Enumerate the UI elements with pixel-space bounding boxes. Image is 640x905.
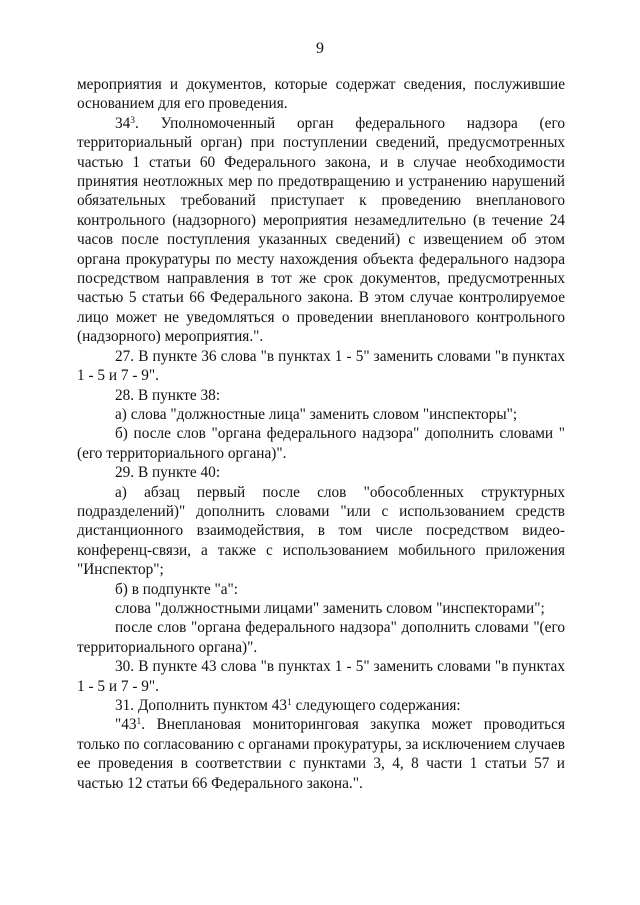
paragraph-text: "43: [115, 716, 137, 734]
paragraph-text: 31. Дополнить пунктом 43: [115, 697, 288, 714]
document-body: [77, 75, 565, 793]
paragraph-27: 27. В пункте 36 слова "в пунктах 1 - 5" заменить словами "в пунктах 1 - 5 и 7 - 9".: [77, 347, 565, 385]
paragraph-30: 30. В пункте 43 слова "в пунктах 1 - 5" заменить словами "в пунктах 1 - 5 и 7 - 9".: [77, 658, 565, 695]
paragraph-29: 29. В пункте 40:: [115, 464, 221, 482]
paragraph-text-cont: следующего содержания:: [291, 697, 461, 714]
paragraph-text-cont: . Внеплановая мониторинговая закупка может проводиться только по согласованию с органами прокуратуры, за исключением случаев ее проведения в соответствии с пунктами 3, 4, 8 части 1 статьи 57 и частью 12 статьи 66 Федерального закона.".: [77, 716, 565, 792]
superscript: 1: [136, 717, 142, 728]
paragraph-28-b: б) после слов "органа федерального надзора" дополнить словами "(его территориального органа)".: [77, 425, 565, 462]
paragraph-34-3: [77, 114, 565, 347]
paragraph-29-b: б) в подпункте "а":: [115, 580, 239, 598]
paragraph-28: 28. В пункте 38:: [115, 386, 221, 404]
paragraph-continuation: мероприятия и документов, которые содержат сведения, послужившие основанием для его проведения.: [77, 76, 565, 113]
superscript: 3: [130, 115, 136, 126]
paragraph-29-a: а) абзац первый после слов "обособленных структурных подразделений)" дополнить словами "или с использованием средств дистанционного взаимодействия, в том числе посредством видео-конференц-связи, а также с использованием мобильного приложения "Инспектор";: [77, 483, 565, 579]
superscript: 1: [287, 698, 292, 708]
paragraph-number: 34: [115, 114, 131, 132]
paragraph-28-a: а) слова "должностные лица" заменить словом "инспекторы";: [115, 405, 518, 423]
paragraph-31: [77, 696, 565, 715]
paragraph-text: . Уполномоченный орган федерального надзора (его территориальный орган) при поступлении сведений, предусмотренных частью 1 статьи 60 Федерального закона, и в случае необходимости принятия неотложных мер по предотвращению и устранению нарушений обязательных требований приступает к проведению внепланового контрольного (надзорного) мероприятия незамедлительно (в течение 24 часов после поступления указанных сведений) с извещением об этом органа прокуратуры по месту нахождения объекта федерального надзора посредством направления в тот же срок документов, предусмотренных частью 5 статьи 66 Федерального закона. В этом случае контролируемое лицо может не уведомляться о проведении внепланового контрольного (надзорного) мероприятия.".: [77, 114, 565, 346]
page-number: 9: [316, 40, 324, 57]
paragraph-29-b-2: после слов "органа федерального надзора" дополнить словами "(его территориального органа)".: [77, 619, 565, 656]
paragraph-43-1: [77, 715, 565, 793]
paragraph-29-b-1: слова "должностными лицами" заменить словом "инспекторами";: [115, 599, 545, 617]
